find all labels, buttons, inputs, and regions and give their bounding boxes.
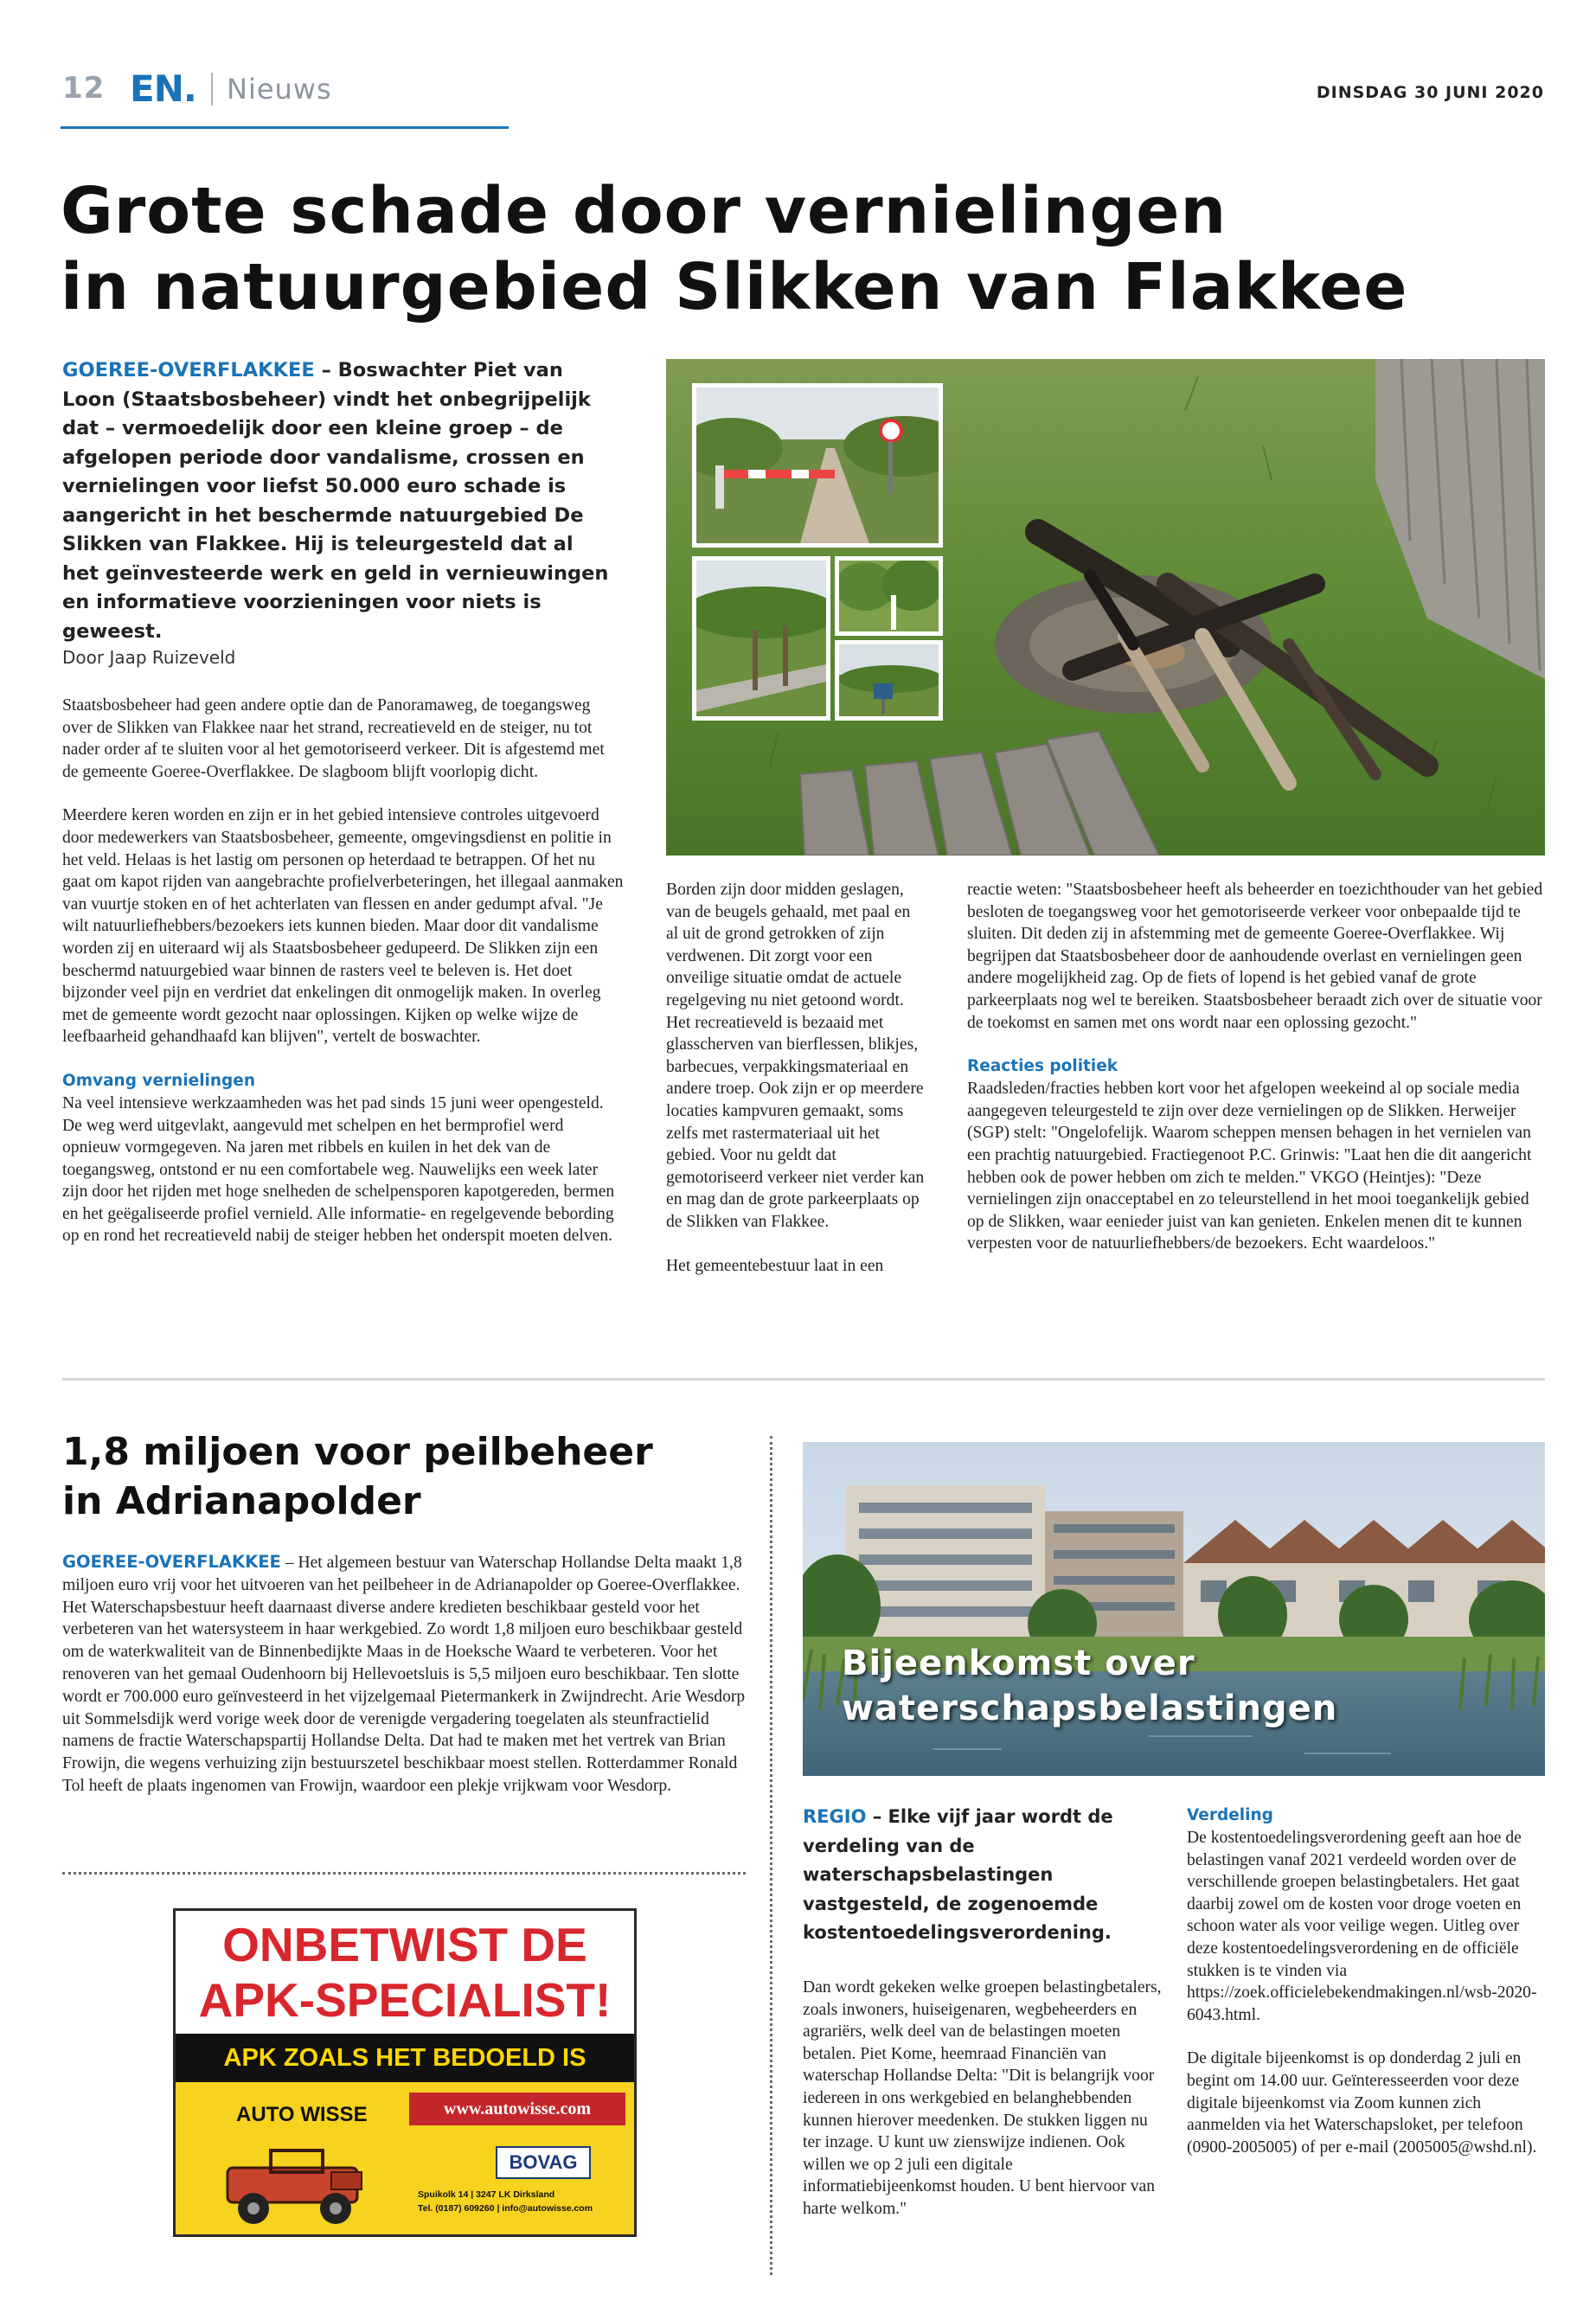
trees-photo-graphic <box>839 561 939 631</box>
sign-photo-graphic <box>839 644 939 716</box>
main-headline <box>61 173 1548 325</box>
article-photo-campfire <box>666 359 1545 856</box>
issue-date: DINSDAG 30 JUNI 2020 <box>1316 83 1544 102</box>
caption-line-1: Bijeenkomst over <box>842 1644 1195 1683</box>
ad-website-link[interactable]: www.autowisse.com <box>409 2093 625 2125</box>
article2-text: – Het algemeen bestuur van Waterschap Hollandse Delta maakt 1,8 miljoen euro vrij voor het uitvoeren van het peilbeheer in de Adrianapolder op Goeree-Overflakkee. Het Waterschapsbestuur heeft daarnaast diverse andere kredieten beschikbaar gesteld voor het verbeteren van het watersysteem in haar werkgebied. Zo wordt 1,8 miljoen euro beschikbaar gesteld om de waterkwaliteit van de Binnenbedijkte Maas in de Hoeksche Waard te verbeteren. Voor het renoveren van het gemaal Oudenhoorn bij Hellevoetsluis is 5,5 miljoen euro beschikbaar. Ten slotte wordt er 700.000 euro geïnvesteerd in het vijzelgemaal Pietermankerk in Zwijndrecht. Arie Wesdorp uit Sommelsdijk werd vorige week door de verenigde vergadering toegelaten als steunfractielid namens de fractie Waterschapspartij Hollandse Delta. Dat had te maken met het vertrek van Brian Frowijn, die wegens verhuizing zijn bestuurszetel beschikbaar moest stellen. Rotterdammer Ronald Tol heeft de plaats ingenomen van Frowijn, waardoor een plekje vrijkwam voor Wesdorp. <box>62 1554 746 1795</box>
article-column-1 <box>62 695 625 1269</box>
ad-brand-name: AUTO WISSE <box>236 2103 368 2126</box>
ad-headline-line-2: APK-SPECIALIST! <box>198 1973 612 2027</box>
barrier-photo-graphic <box>696 388 939 543</box>
article-column-3 <box>967 879 1547 1277</box>
byline: Door Jaap Ruizeveld <box>62 647 236 668</box>
article3-place: REGIO <box>803 1806 867 1827</box>
subheading: Verdeling <box>1187 1806 1273 1824</box>
article-column-2 <box>666 879 926 1298</box>
caption-line-2: waterschapsbelastingen <box>842 1689 1338 1728</box>
lead-place: GOEREE-OVERFLAKKEE <box>62 359 315 381</box>
paragraph: De digitale bijeenkomst is op donderdag 2 juli en begint om 14.00 uur. Geïnteresseerden voor deze digitale bijeenkomst via Zoom kunnen zich aanmelden via het Waterschapsloket, per telefoon (0900-2005005) of per e-mail (2005005@wshd.nl). <box>1187 2049 1537 2157</box>
paragraph: Het gemeentebestuur laat in een <box>666 1256 884 1275</box>
subheading: Omvang vernielingen <box>62 1071 256 1090</box>
header-divider <box>211 73 213 106</box>
jeep-icon <box>210 2138 383 2233</box>
paragraph: Meerdere keren worden en zijn er in het gebied intensieve controles uitgevoerd door medewerkers van Staatsbosbeheer, gemeente, omgevingsdienst en politie in het veld. Helaas is het lastig om personen op heterdaad te betrappen. Of het nu gaat om kapot rijden van aangebrachte profielverbeteringen, het illegaal aanmaken van vuurtje stoken en of het achterlaten van flessen en ander gedumpt afval. "Je wilt natuurliefhebbers/bezoekers iets kunnen bieden. Maar door dit vandalisme worden zij en uiteraard wij als Staatsbosbeheer gedupeerd. De Slikken zijn een beschermd natuurgebied waar binnen de rasters veel te beleven is. Het doet bijzonder veel pijn en verdriet dat enkelingen dit onmogelijk maken. In overleg met de gemeente wordt gezocht naar oplossingen. Kijken op welke wijze de leefbaarheid gehandhaafd kan blijven", vertelt de boswachter. <box>62 806 624 1047</box>
inset-photo-barrier <box>692 383 943 548</box>
article2-body <box>62 1551 746 1798</box>
paragraph: Na veel intensieve werkzaamheden was het pad sinds 15 juni weer opengesteld. De weg werd uitgevlakt, aangevuld met schelpen en het bermprofiel werd opnieuw vormgegeven. Na jaren met ribbels en kuilen in het dek van de toegangsweg, ontstond er nu een comfortabele weg. Nauwelijks een week later zijn door het rijden met hoge snelheden de schelpensporen kapotgereden, bermen en het geëgaliseerde profiel vernield. Alle informatie- en regelgevende bebording op en rond het recreatieveld nabij de steiger hebben het onderspit moeten delven. <box>62 1093 615 1246</box>
paragraph: Dan wordt gekeken welke groepen belastingbetalers, zoals inwoners, huiseigenaren, wegbeheerders en agrariërs, welk deel van de belastingen moeten betalen. Piet Kome, heemraad Financiën van waterschap Hollandse Delta: "Dit is belangrijk voor iedereen in ons werkgebied en belanghebbenden kunnen hierover meedenken. De stukken liggen nu ter inzage. U kunt uw zienswijze indienen. Ook willen we op 2 juli een digitale informatiebijeenkomst houden. U bent hiervoor van harte welkom." <box>803 1978 1162 2218</box>
article2-place: GOEREE-OVERFLAKKEE <box>62 1552 281 1572</box>
ad-address-line: Spuikolk 14 | 3247 LK Dirksland <box>418 2189 555 2200</box>
lead-text: – Boswachter Piet van Loon (Staatsbosbeheer) vindt het onbegrijpelijk dat – vermoedelijk door een kleine groep – de afgelopen periode door vandalisme, crossen en vernielingen voor liefst 50.000 euro schade is aangericht in het beschermde natuurgebied De Slikken van Flakkee. Hij is teleurgesteld dat al het geïnvesteerde werk en geld in vernieuwingen en informatieve voorzieningen voor niets is geweest. <box>62 359 609 643</box>
article3-column-1 <box>803 1977 1166 2221</box>
section-name: Nieuws <box>227 73 332 106</box>
subheading: Reacties politiek <box>967 1057 1118 1076</box>
headline-line-2: in natuurgebied Slikken van Flakkee <box>61 250 1408 324</box>
headline-line-1: 1,8 miljoen voor peilbeheer <box>62 1430 653 1474</box>
newspaper-logo: EN. <box>130 67 196 110</box>
dotted-divider-horizontal <box>62 1872 746 1875</box>
paragraph: Raadsleden/fracties hebben kort voor het afgelopen weekeind al op sociale media aangegeven teleurgesteld te zijn over deze vernielingen op de Slikken. Herweijer (SGP) stelt: "Ongelofelijk. Waarom scheppen mensen behagen in het vernielen van een prachtig natuurgebied. Fractiegenoot P.C. Grinwis: "Laat hen die dit aangericht hebben ook de power hebben om zich te melden." VKGO (Heintjes): "Deze vernielingen zijn onacceptabel en zo teleurstellend in het mooi toegankelijk gebied op de Slikken, waar eenieder juist van kan genieten. Enkelen menen dit te kunnen verpesten voor de natuurliefhebbers/de bezoekers. Echt waardeloos." <box>967 1080 1532 1253</box>
path-photo-graphic <box>696 561 826 716</box>
section-divider <box>62 1378 1545 1381</box>
ad-address <box>418 2188 634 2215</box>
headline-line-1: Grote schade door vernielingen <box>61 174 1227 248</box>
page-number: 12 <box>62 71 106 106</box>
inset-photo-trees <box>835 556 943 636</box>
ad-contact-line: Tel. (0187) 609260 | info@autowisse.com <box>418 2203 593 2214</box>
paragraph: De kostentoedelingsverordening geeft aan hoe de belastingen vanaf 2021 verdeeld worden over de verschillende groepen belastingbetalers. Het gaat daarbij zowel om de kosten voor droge voeten en schoon water als voor veilige wegen. Uitleg over deze kostentoedelingsverordening en de officiële stukken is te vinden via https://zoek.officielebekendmakingen.nl/wsb-2020-6043.html. <box>1187 1829 1537 2024</box>
inset-photo-sign <box>835 640 943 721</box>
article-lead <box>62 356 616 646</box>
article3-column-2 <box>1187 1804 1547 2180</box>
article3-lead-text: – Elke vijf jaar wordt de verdeling van de waterschapsbelastingen vastgesteld, de zogenoemde kostentoedelingsverordening. <box>803 1806 1113 1943</box>
photo-caption <box>842 1641 1337 1731</box>
paragraph: Staatsbosbeheer had geen andere optie dan de Panoramaweg, de toegangsweg over de Slikken van Flakkee naar het strand, recreatieveld en de steiger, nu tot nader order af te sluiten voor al het gemotoriseerd verkeer. Dit is afgestemd met de gemeente Goeree-Overflakkee. De slagboom blijft voorlopig dicht. <box>62 696 605 781</box>
headline-line-2: in Adrianapolder <box>62 1479 421 1523</box>
article3-photo <box>803 1442 1545 1776</box>
article3-lead <box>803 1803 1131 1948</box>
article2-headline <box>62 1427 720 1526</box>
header-rule <box>61 126 509 129</box>
dotted-divider-vertical <box>770 1436 772 2275</box>
ad-tagline-bar: APK ZOALS HET BEDOELD IS <box>176 2034 634 2082</box>
advertisement-auto-wisse[interactable] <box>173 1908 637 2237</box>
paragraph: Borden zijn door midden geslagen, van de beugels gehaald, met paal en al uit de grond getrokken of zijn verdwenen. Dit zorgt voor een onveilige situatie omdat de actuele regelgeving nu niet getoond wordt. Het recreatieveld is bezaaid met glasscherven van bierflessen, blikjes, barbecues, verpakkingsmateriaal en andere troep. Ook zijn er op meerdere locaties kampvuren gemaakt, soms zelfs met rastermateriaal uit het gebied. Voor nu geldt dat gemotoriseerd verkeer niet verder kan en mag dan de grote parkeerplaats op de Slikken van Flakkee. <box>666 881 925 1231</box>
bovag-logo: BOVAG <box>496 2146 591 2179</box>
paragraph: reactie weten: "Staatsbosbeheer heeft als beheerder en toezichthouder van het gebied besloten de toegangsweg voor het gemotoriseerde verkeer voor onbepaalde tijd te sluiten. Dit deden zij in afstemming met de gemeente Goeree-Overflakkee. Wij begrijpen dat Staatsbosbeheer door de aanhoudende overlast en vernielingen geen andere mogelijkheid zag. Op de fiets of lopend is het gebied vanaf de grote parkeerplaats nog wel te bereiken. Staatsbosbeheer beraadt zich over de situatie voor de toekomst en samen met ons wordt naar een oplossing gezocht." <box>967 881 1543 1032</box>
ad-headline-line-1: ONBETWIST DE <box>222 1918 587 1971</box>
inset-photo-path <box>692 556 830 721</box>
